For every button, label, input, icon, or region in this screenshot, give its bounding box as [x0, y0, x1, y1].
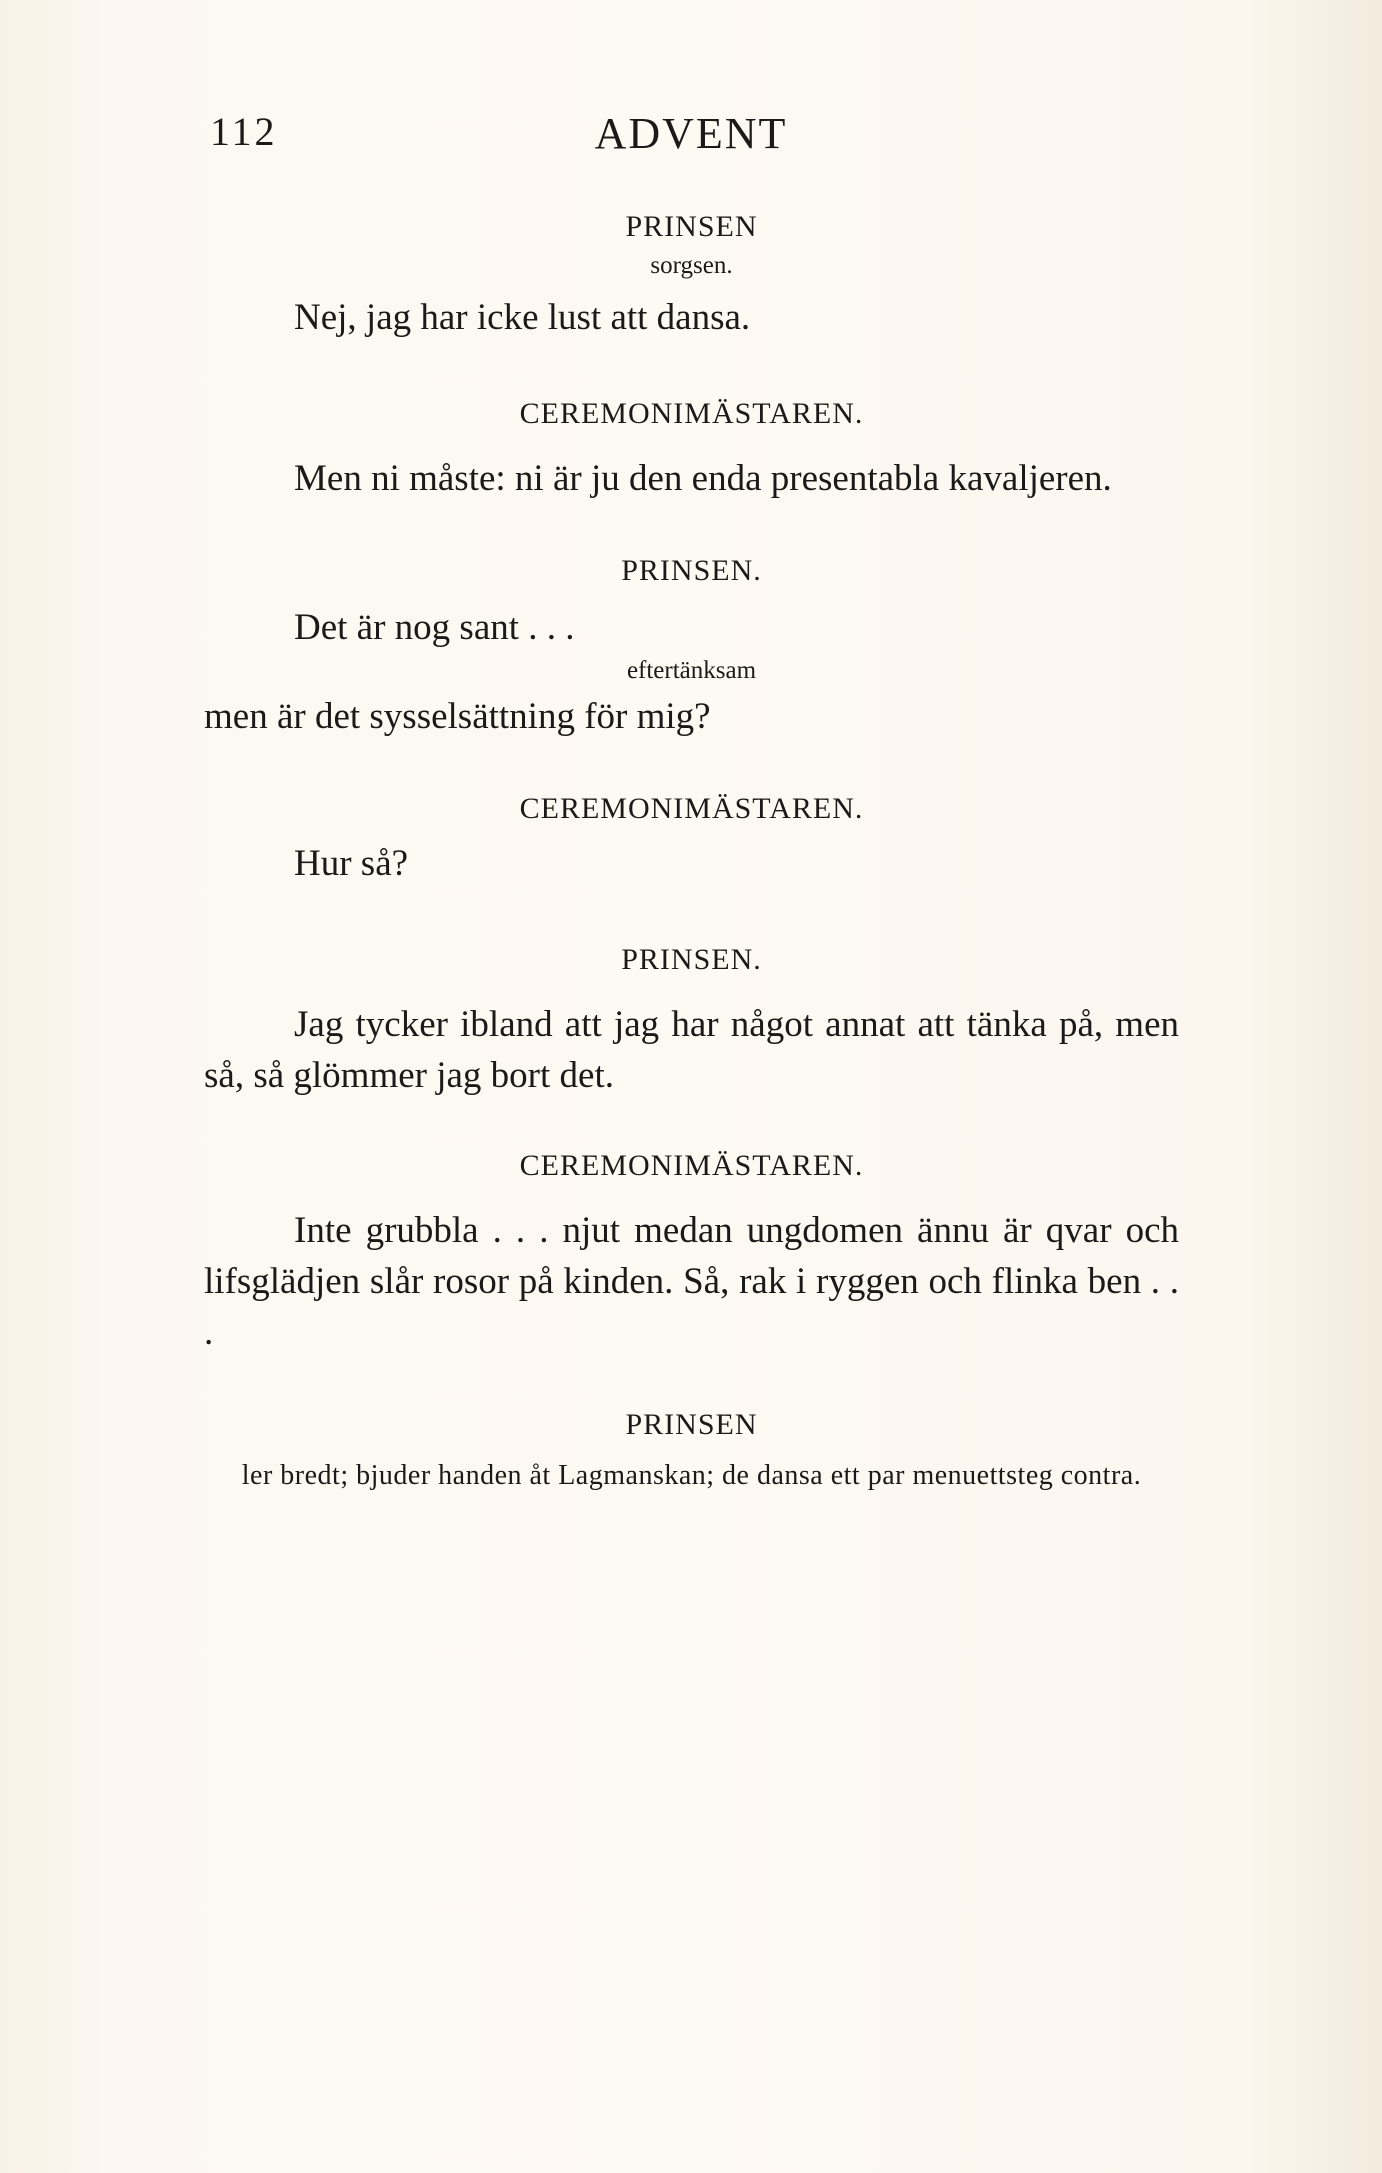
- speech: Nej, jag har icke lust att dansa.: [294, 297, 751, 338]
- speaker-name: CEREMONIMÄSTAREN.: [519, 1149, 864, 1182]
- speech: Men ni måste: ni är ju den enda presentabla kavaljeren.: [294, 458, 1112, 499]
- speech: Jag tycker ibland att jag har något annat att tänka på, men så, så glömmer jag bort det.: [204, 1004, 1179, 1096]
- speech: Hur så?: [294, 843, 409, 884]
- speech-continuation: men är det sysselsättning för mig?: [204, 696, 711, 737]
- page-number: 112: [210, 109, 278, 154]
- stage-direction: eftertänksam: [626, 657, 757, 684]
- speaker-name: PRINSEN.: [621, 554, 762, 587]
- page-header: [0, 108, 1382, 168]
- speaker-name: CEREMONIMÄSTAREN.: [519, 397, 864, 430]
- speech: Det är nog sant . . .: [294, 607, 575, 648]
- speaker-name: PRINSEN: [625, 1408, 758, 1441]
- stage-direction: ler bredt; bjuder handen åt Lagmanskan; de dansa ett par menuettsteg contra.: [241, 1460, 1142, 1491]
- speaker-name: PRINSEN.: [621, 943, 762, 976]
- speech: Inte grubbla . . . njut medan ungdomen ännu är qvar och lifsglädjen slår rosor på kinden. Så, rak i ryggen och flinka ben . . .: [204, 1210, 1179, 1353]
- play-text: [204, 210, 1179, 1496]
- speaker-name: CEREMONIMÄSTAREN.: [519, 792, 864, 825]
- stage-direction: sorgsen.: [650, 252, 733, 279]
- speaker-name: PRINSEN: [625, 210, 758, 243]
- running-title: ADVENT: [594, 109, 788, 158]
